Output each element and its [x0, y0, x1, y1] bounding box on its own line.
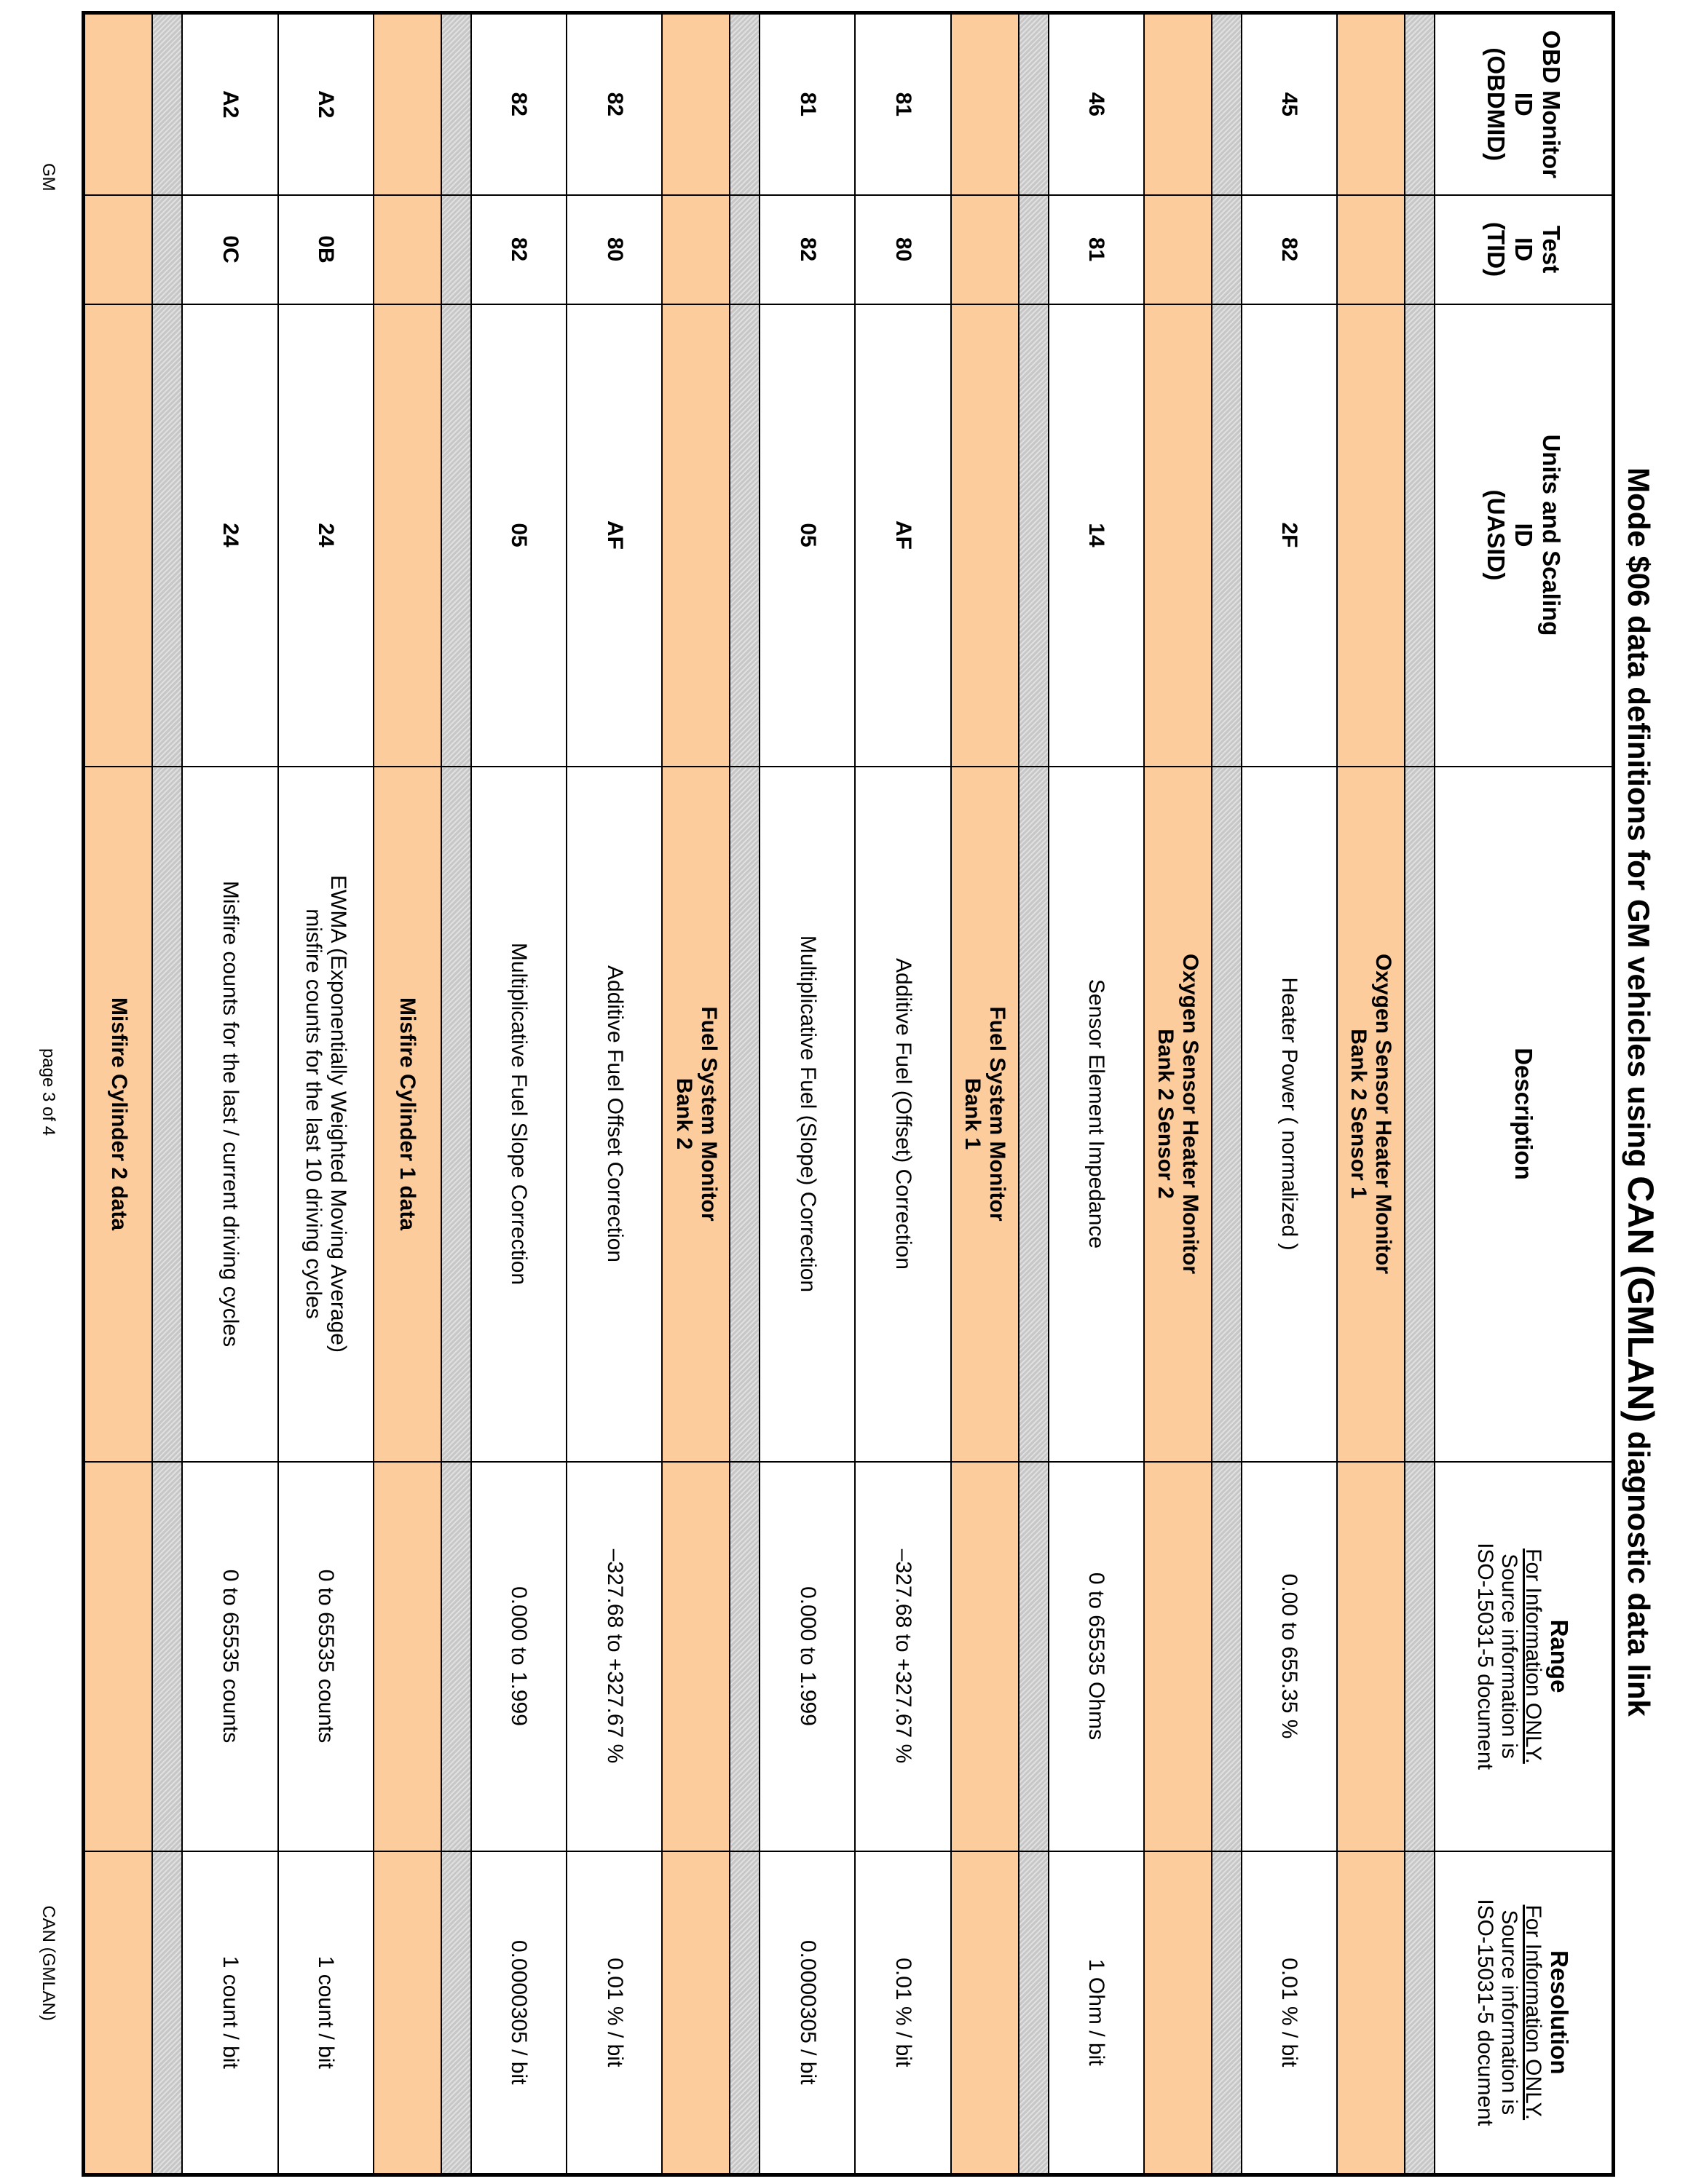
range-cell: 0 to 65535 counts: [182, 1462, 277, 1851]
group-title: Fuel System Monitor Bank 1: [951, 767, 1019, 1462]
description-cell: Multiplicative Fuel (Slope) Correction: [760, 767, 855, 1462]
table-row: [567, 13, 662, 2175]
header-range-note3: ISO-15031-5 document: [1473, 1543, 1498, 1770]
table-row: [855, 13, 950, 2175]
tid-cell: 80: [567, 195, 662, 304]
table-row: [1049, 13, 1144, 2175]
header-tid-line2: ID: [1510, 237, 1537, 261]
header-range-note1: For Information ONLY.: [1521, 1548, 1546, 1764]
title-prefix: Mode $06 data definitions for GM vehicles using: [1622, 467, 1656, 1168]
tid-cell: 81: [1049, 195, 1144, 304]
range-cell: –327.68 to +327.67 %: [567, 1462, 662, 1851]
header-obdmid: [1435, 13, 1614, 195]
header-tid-line3: (TID): [1482, 221, 1510, 277]
header-range-note2: Source information is: [1497, 1554, 1522, 1759]
separator-row: [1212, 13, 1242, 2175]
range-cell: 0.00 to 655.35 %: [1242, 1462, 1337, 1851]
resolution-cell: 0.0000305 / bit: [471, 1851, 567, 2175]
separator-row: [730, 13, 760, 2175]
resolution-cell: 0.01 % / bit: [567, 1851, 662, 2175]
resolution-cell: 1 count / bit: [182, 1851, 277, 2175]
header-range: [1435, 1462, 1614, 1851]
separator-row: [1019, 13, 1049, 2175]
header-description: Description: [1435, 767, 1614, 1462]
uasid-cell: 05: [760, 304, 855, 767]
group-title: Oxygen Sensor Heater Monitor Bank 2 Sensor 1: [1337, 767, 1405, 1462]
group-row: [84, 13, 153, 2175]
description-cell: EWMA (Exponentially Weighted Moving Average) misfire counts for the last 10 driving cycles: [278, 767, 374, 1462]
table-row: [471, 13, 567, 2175]
header-resolution-note2: Source information is: [1497, 1910, 1522, 2116]
header-resolution-note1: For Information ONLY.: [1521, 1904, 1546, 2121]
obdmid-cell: 81: [855, 13, 950, 195]
header-tid-line1: Test: [1537, 225, 1565, 274]
footer-right: CAN (GMLAN): [39, 1905, 58, 2021]
obdmid-cell: 46: [1049, 13, 1144, 195]
title-emphasis: CAN (GMLAN): [1620, 1176, 1661, 1423]
header-obdmid-line1: OBD Monitor: [1537, 30, 1565, 178]
header-uasid: [1435, 304, 1614, 767]
title-suffix: diagnostic data link: [1622, 1431, 1656, 1717]
header-uasid-line1: Units and Scaling: [1537, 434, 1565, 636]
resolution-cell: 0.0000305 / bit: [760, 1851, 855, 2175]
obdmid-cell: 82: [471, 13, 567, 195]
table-row: [760, 13, 855, 2175]
obdmid-cell: 82: [567, 13, 662, 195]
separator-row: [441, 13, 471, 2175]
range-cell: 0 to 65535 counts: [278, 1462, 374, 1851]
page-title: [1620, 0, 1662, 2184]
resolution-cell: 1 Ohm / bit: [1049, 1851, 1144, 2175]
tid-cell: 82: [1242, 195, 1337, 304]
description-cell: Multiplicative Fuel Slope Correction: [471, 767, 567, 1462]
obdmid-cell: A2: [278, 13, 374, 195]
obdmid-cell: 45: [1242, 13, 1337, 195]
footer-left: GM: [39, 163, 58, 191]
group-row: [662, 13, 730, 2175]
tid-cell: 82: [471, 195, 567, 304]
table-row: [1242, 13, 1337, 2175]
table-row: [182, 13, 277, 2175]
description-cell: Heater Power ( normalized ): [1242, 767, 1337, 1462]
tid-cell: 0C: [182, 195, 277, 304]
description-cell: Sensor Element Impedance: [1049, 767, 1144, 1462]
uasid-cell: AF: [567, 304, 662, 767]
tid-cell: 0B: [278, 195, 374, 304]
obdmid-cell: A2: [182, 13, 277, 195]
separator-row: [1405, 13, 1435, 2175]
description-cell: Additive Fuel (Offset) Correction: [855, 767, 950, 1462]
tid-cell: 82: [760, 195, 855, 304]
header-uasid-line3: (UASID): [1482, 489, 1510, 581]
header-range-title: Range: [1546, 1619, 1574, 1693]
header-row: [1435, 13, 1614, 2175]
group-title: Fuel System Monitor Bank 2: [662, 767, 730, 1462]
mode06-definitions-table: [82, 11, 1615, 2177]
header-obdmid-line2: ID: [1510, 92, 1537, 116]
table-row: [278, 13, 374, 2175]
header-uasid-line2: ID: [1510, 523, 1537, 547]
range-cell: 0.000 to 1.999: [760, 1462, 855, 1851]
range-cell: 0 to 65535 Ohms: [1049, 1462, 1144, 1851]
group-title: Misfire Cylinder 2 data: [84, 767, 153, 1462]
obdmid-cell: 81: [760, 13, 855, 195]
header-obdmid-line3: (OBDMID): [1482, 47, 1510, 162]
uasid-cell: 24: [278, 304, 374, 767]
group-row: [374, 13, 441, 2175]
resolution-cell: 0.01 % / bit: [855, 1851, 950, 2175]
uasid-cell: 24: [182, 304, 277, 767]
resolution-cell: 0.01 % / bit: [1242, 1851, 1337, 2175]
resolution-cell: 1 count / bit: [278, 1851, 374, 2175]
range-cell: –327.68 to +327.67 %: [855, 1462, 950, 1851]
group-row: [1337, 13, 1405, 2175]
tid-cell: 80: [855, 195, 950, 304]
group-row: [951, 13, 1019, 2175]
header-resolution-title: Resolution: [1546, 1950, 1574, 2075]
header-tid: [1435, 195, 1614, 304]
separator-row: [152, 13, 182, 2175]
group-title: Misfire Cylinder 1 data: [374, 767, 441, 1462]
uasid-cell: 05: [471, 304, 567, 767]
header-resolution-note3: ISO-15031-5 document: [1473, 1899, 1498, 2126]
description-cell: Misfire counts for the last / current driving cycles: [182, 767, 277, 1462]
group-title: Oxygen Sensor Heater Monitor Bank 2 Sensor 2: [1144, 767, 1212, 1462]
group-row: [1144, 13, 1212, 2175]
footer-page-number: page 3 of 4: [39, 1048, 58, 1136]
header-resolution: [1435, 1851, 1614, 2175]
uasid-cell: AF: [855, 304, 950, 767]
uasid-cell: 2F: [1242, 304, 1337, 767]
description-cell: Additive Fuel Offset Correction: [567, 767, 662, 1462]
range-cell: 0.000 to 1.999: [471, 1462, 567, 1851]
uasid-cell: 14: [1049, 304, 1144, 767]
